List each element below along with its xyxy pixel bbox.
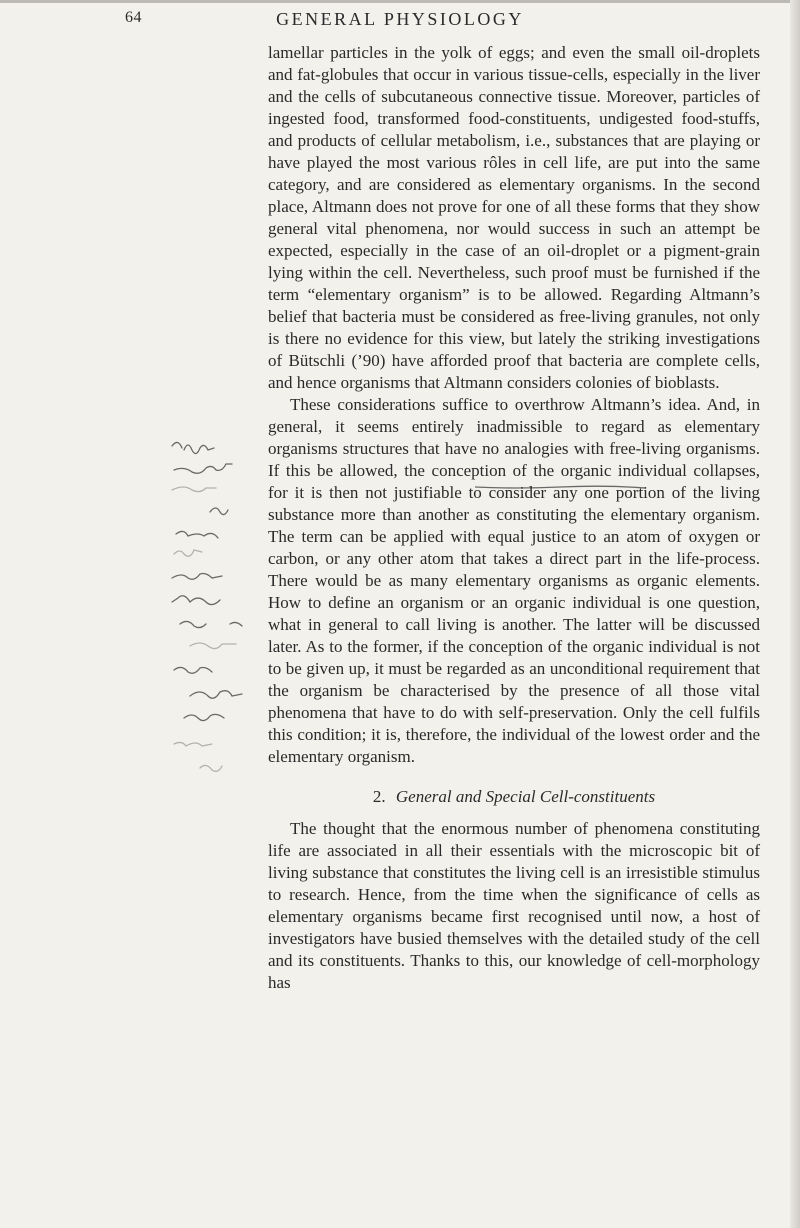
- running-head: GENERAL PHYSIOLOGY: [276, 9, 524, 29]
- handwritten-margin-notes: [170, 438, 265, 790]
- page-number: 64: [125, 9, 142, 26]
- paragraph: The thought that the enormous number of phenomena constituting life are associated in all their essentials with the microscopic bit of living substance that constitutes the living cell is an irresistible stimulus to research. Hence, from the time when the significance of cells as elementary organisms became first recognised until now, a host of investigators have busied themselves with the detailed study of the cell and its constituents. Thanks to this, our knowledge of cell-morphology has: [268, 819, 760, 992]
- scan-top-edge: [0, 0, 800, 3]
- section-number: 2.: [372, 787, 386, 806]
- paragraph: These considerations suffice to overthrow Altmann’s idea. And, in general, it seems entirely inadmissible to regard as elementary organisms structures that have no analogies with free-living organisms. If this be allowed, the conception of the organic individual collapses, for it is then not justifiable to consider any one portion of the living substance more than another as constituting the elementary organism. The term can be applied with equal justice to an atom of oxygen or carbon, or any other atom that takes a direct part in the life-process. There would be as many elementary organisms as organic elements. How to define an organism or an organic individual is one question, what in general to call living is another. The latter will be discussed later. As to the former, if the conception of the organic individual is not to be given up, it must be regarded as an unconditional requirement that the organism be characterised by the presence of all those vital phenomena that have to do with self-preservation. Only the cell fulfils this condition; it is, therefore, the individual of the lowest order and the elementary organism.: [268, 395, 760, 766]
- handwriting-scribble-icon: [170, 438, 265, 790]
- section-heading: [268, 786, 760, 808]
- page-body: [268, 42, 760, 994]
- section-title: General and Special Cell-constituents: [395, 787, 656, 806]
- page-header: [0, 7, 800, 33]
- paragraph: lamellar particles in the yolk of eggs; and even the small oil-droplets and fat-globules that occur in various tissue-cells, especially in the liver and the cells of subcutaneous connective tissue. Moreover, particles of ingested food, transformed food-constituents, undigested food-stuffs, and products of cellular metabolism, i.e., substances that are playing or have played the most various rôles in cell life, are put into the same category, and are considered as elementary organisms. In the second place, Altmann does not prove for one of all these forms that they show general vital phenomena, nor would success in such an attempt be expected, especially in the case of an oil-droplet or a pigment-grain lying within the cell. Nevertheless, such proof must be furnished if the term “elementary organism” is to be allowed. Regarding Altmann’s belief that bacteria must be considered as free-living granules, not only is there no evidence for this view, but lately the striking investigations of Bütschli (’90) have afforded proof that bacteria are complete cells, and hence organisms that Altmann considers colonies of bioblasts.: [268, 43, 760, 392]
- page-right-edge: [790, 0, 800, 1228]
